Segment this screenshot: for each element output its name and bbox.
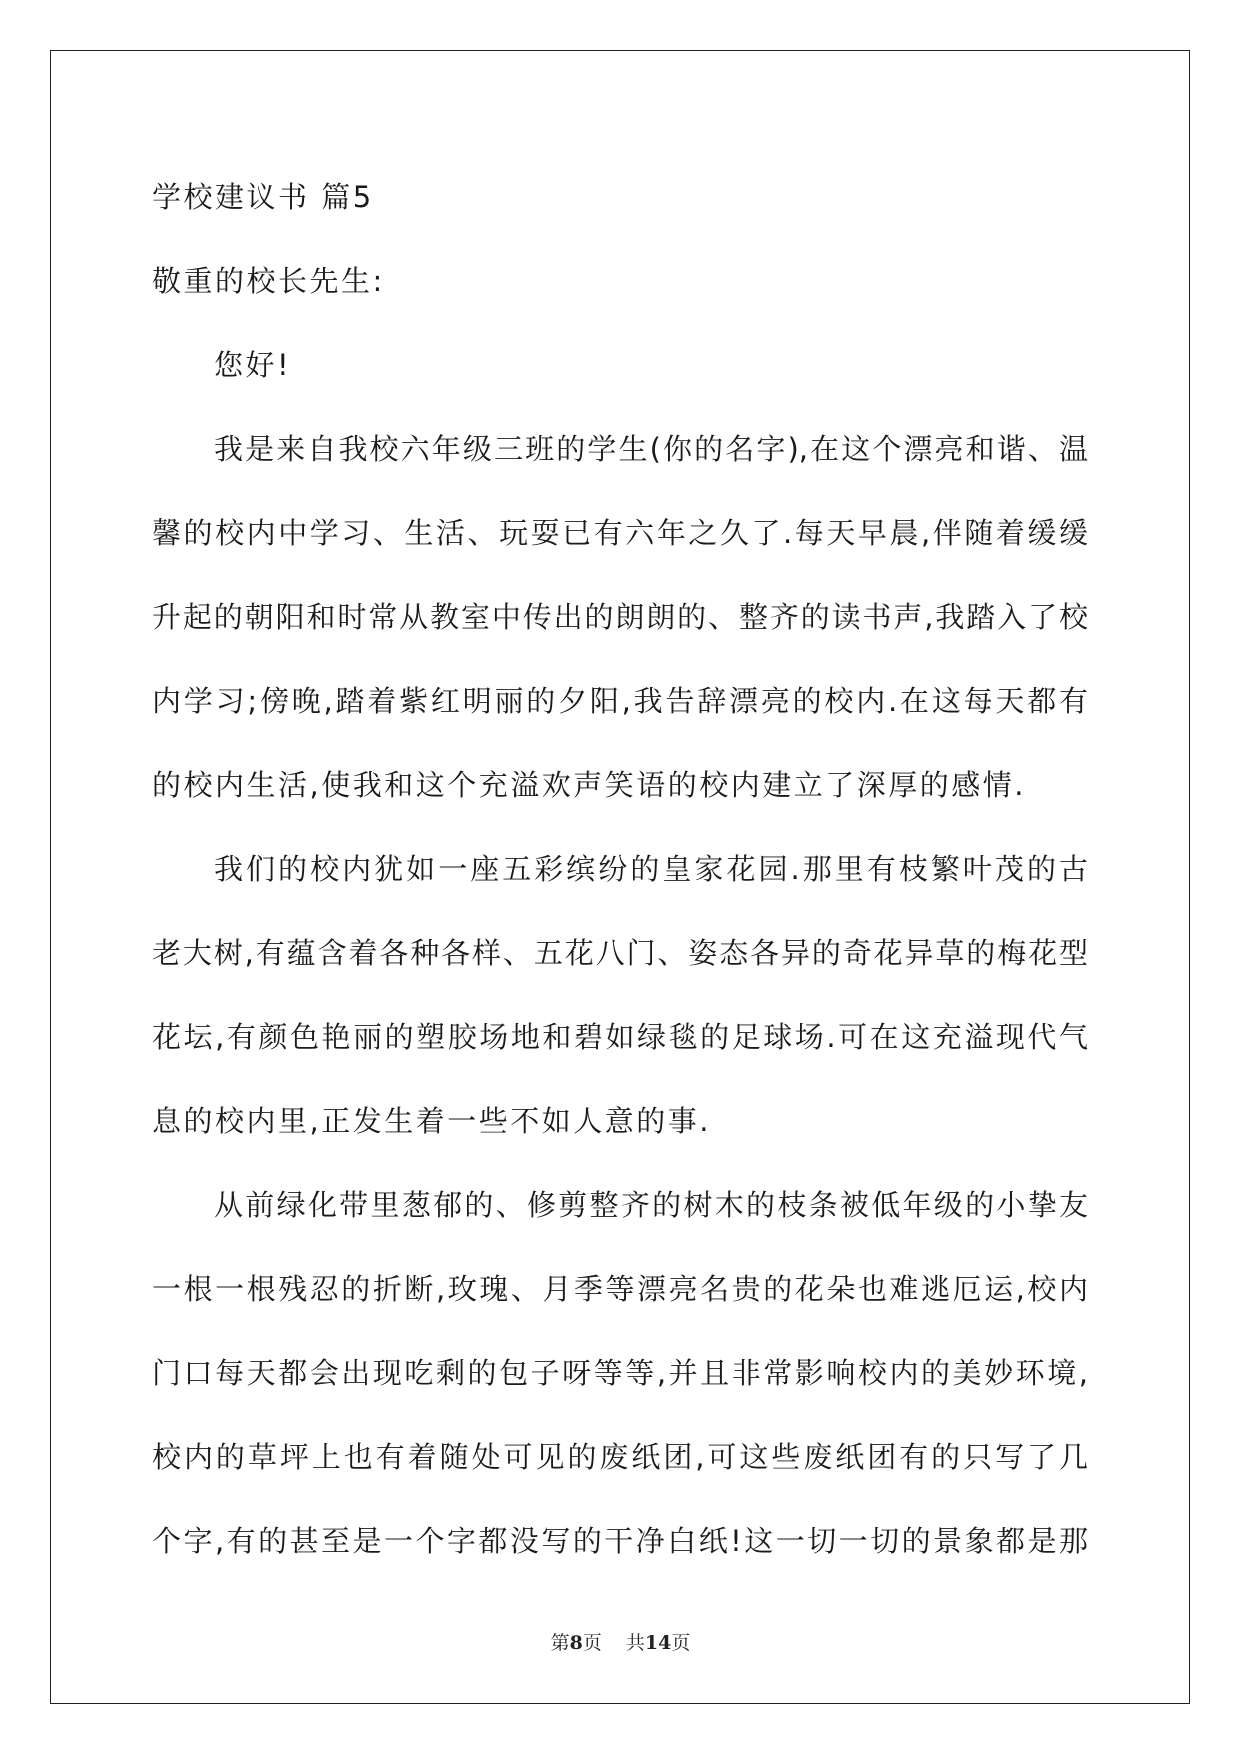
total-unit: 页: [671, 1632, 691, 1654]
page-total: 14: [644, 1632, 672, 1654]
paragraph-line: 个字,有的甚至是一个字都没写的干净白纸!这一切一切的景象都是那: [152, 1524, 1088, 1558]
paragraph-line: 的校内生活,使我和这个充溢欢声笑语的校内建立了深厚的感情.: [152, 768, 1026, 802]
page-current: 8: [569, 1632, 583, 1654]
paragraph-line: 馨的校内中学习、生活、玩耍已有六年之久了.每天早晨,伴随着缓缓: [152, 516, 1088, 550]
page-prefix: 第: [550, 1632, 570, 1654]
salutation: 敬重的校长先生:: [152, 264, 385, 298]
paragraph-line: 门口每天都会出现吃剩的包子呀等等,并且非常影响校内的美妙环境,: [152, 1356, 1088, 1390]
paragraph-line: 校内的草坪上也有着随处可见的废纸团,可这些废纸团有的只写了几: [152, 1440, 1088, 1474]
paragraph-line: 我们的校内犹如一座五彩缤纷的皇家花园.那里有枝繁叶茂的古: [214, 852, 1088, 886]
total-prefix: 共: [625, 1632, 645, 1654]
paragraph-line: 息的校内里,正发生着一些不如人意的事.: [152, 1104, 711, 1138]
paragraph-line: 内学习;傍晚,踏着紫红明丽的夕阳,我告辞漂亮的校内.在这每天都有: [152, 684, 1088, 718]
paragraph-line: 升起的朝阳和时常从教室中传出的朗朗的、整齐的读书声,我踏入了校: [152, 600, 1088, 634]
page-footer: [0, 1628, 1241, 1655]
greeting: 您好!: [214, 348, 292, 382]
paragraph-line: 从前绿化带里葱郁的、修剪整齐的树木的枝条被低年级的小挚友: [214, 1188, 1088, 1222]
document-heading: 学校建议书 篇5: [152, 180, 374, 214]
paragraph-line: 老大树,有蕴含着各种各样、五花八门、姿态各异的奇花异草的梅花型: [152, 936, 1088, 970]
paragraph-line: 花坛,有颜色艳丽的塑胶场地和碧如绿毯的足球场.可在这充溢现代气: [152, 1020, 1088, 1054]
page-unit: 页: [582, 1632, 602, 1654]
paragraph-line: 一根一根残忍的折断,玫瑰、月季等漂亮名贵的花朵也难逃厄运,校内: [152, 1272, 1088, 1306]
paragraph-line: 我是来自我校六年级三班的学生(你的名字),在这个漂亮和谐、温: [214, 432, 1088, 466]
document-body: [152, 155, 1088, 1583]
